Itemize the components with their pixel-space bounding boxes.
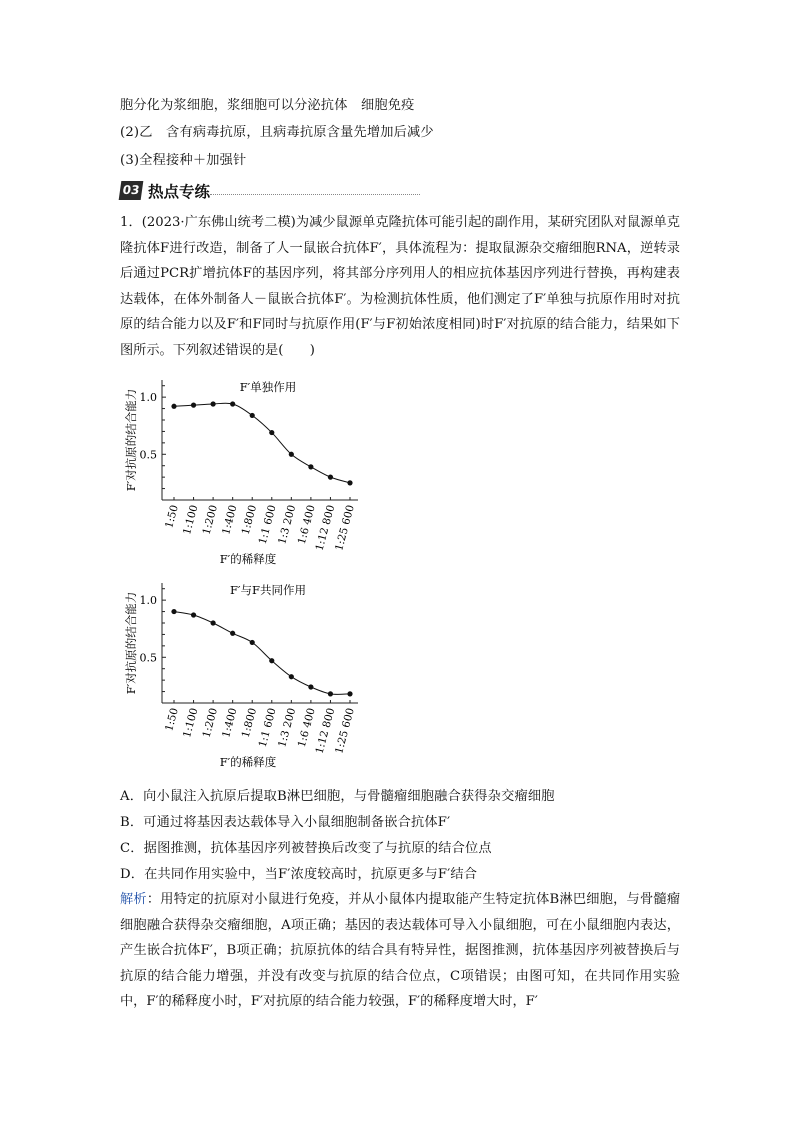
x-tick-label: 1:6 400 xyxy=(295,503,318,546)
data-point xyxy=(269,658,274,663)
data-point xyxy=(191,612,196,617)
data-point xyxy=(211,620,216,625)
data-point xyxy=(269,430,274,435)
data-point xyxy=(308,684,313,689)
y-axis-label: F′对抗原的结合能力 xyxy=(124,591,138,695)
y-axis-label: F′对抗原的结合能力 xyxy=(124,388,138,492)
chart-title: F′单独作用 xyxy=(239,380,297,394)
section-title: 热点专练 xyxy=(148,183,211,201)
series-line xyxy=(174,612,350,695)
y-tick-label: 0.5 xyxy=(139,448,157,462)
data-point xyxy=(230,631,235,636)
data-point xyxy=(308,464,313,469)
x-tick-label: 1:3 200 xyxy=(276,503,299,546)
x-tick-label: 1:200 xyxy=(200,706,221,740)
y-tick-label: 0.5 xyxy=(139,651,157,665)
chart-single xyxy=(118,375,368,575)
y-tick-label: 1.0 xyxy=(139,391,157,405)
analysis-label: 解析 xyxy=(120,892,147,907)
question-stem: 1．(2023·广东佛山统考二模)为减少鼠源单克隆抗体可能引起的副作用，某研究团队对鼠源单克隆抗体F进行改造，制备了人一鼠嵌合抗体F′，具体流程为：提取鼠源杂交瘤细胞RNA，逆转录后通过PCR扩增抗体F的基因序列，将其部分序列用人的相应抗体基因序列进行替换，再构建表达载体，在体外制备人－鼠嵌合抗体F′。为检测抗体性质，他们测定了F′单独与抗原作用时对抗原的结合能力以及F′和F同时与抗原作用(F′与F初始浓度相同)时F′对抗原的结合能力，结果如下图所示。下列叙述错误的是( ) xyxy=(120,215,680,358)
option-d: D．在共同作用实验中，当F′浓度较高时，抗原更多与F′结合 xyxy=(120,867,478,882)
x-tick-label: 1:400 xyxy=(220,503,240,537)
answer-line-2: (2)乙 含有病毒抗原，且病毒抗原含量先增加后减少 xyxy=(120,125,434,140)
data-point xyxy=(250,640,255,645)
x-tick-label: 1:100 xyxy=(181,706,201,740)
x-tick-label: 1:800 xyxy=(239,706,260,740)
data-point xyxy=(250,413,255,418)
x-axis-label: F′的稀释度 xyxy=(219,755,277,769)
data-point xyxy=(347,480,352,485)
data-point xyxy=(289,452,294,457)
x-tick-label: 1:800 xyxy=(239,503,260,537)
x-axis-label: F′的稀释度 xyxy=(219,552,277,566)
section-heading xyxy=(120,180,420,202)
x-tick-label: 1:100 xyxy=(181,503,201,537)
data-point xyxy=(171,609,176,614)
section-badge: 03 xyxy=(119,181,144,200)
option-c: C．据图推测，抗体基因序列被替换后改变了与抗原的结合位点 xyxy=(120,841,492,856)
chart-title: F′与F共同作用 xyxy=(229,583,307,597)
x-tick-label: 1:200 xyxy=(200,503,221,537)
x-tick-label: 1:25 600 xyxy=(333,706,357,756)
data-point xyxy=(328,691,333,696)
series-line xyxy=(174,403,350,483)
x-tick-label: 1:3 200 xyxy=(276,706,299,749)
analysis xyxy=(120,887,680,1015)
x-tick-label: 1:6 400 xyxy=(295,706,318,749)
x-tick-label: 1:12 800 xyxy=(313,706,338,756)
chart-combined xyxy=(118,578,368,778)
data-point xyxy=(289,674,294,679)
answer-line-1: 胞分化为浆细胞，浆细胞可以分泌抗体 细胞免疫 xyxy=(120,98,415,113)
x-tick-label: 1:50 xyxy=(163,503,181,530)
x-tick-label: 1:12 800 xyxy=(313,503,338,553)
y-tick-label: 1.0 xyxy=(139,594,157,608)
data-point xyxy=(347,691,352,696)
x-tick-label: 1:400 xyxy=(220,706,240,740)
x-tick-label: 1:25 600 xyxy=(333,503,357,553)
data-point xyxy=(171,404,176,409)
data-point xyxy=(211,401,216,406)
data-point xyxy=(328,475,333,480)
section-divider xyxy=(210,194,420,195)
analysis-text: ：用特定的抗原对小鼠进行免疫，并从小鼠体内提取能产生特定抗体B淋巴细胞，与骨髓瘤细胞融合获得杂交瘤细胞，A项正确；基因的表达载体可导入小鼠细胞，可在小鼠细胞内表达，产生嵌合抗体F′，B项正确；抗原抗体的结合具有特异性，据图推测，抗体基因序列被替换后与抗原的结合能力增强，并没有改变与抗原的结合位点，C项错误；由图可知，在共同作用实验中，F′的稀释度小时，F′对抗原的结合能力较强，F′的稀释度增大时，F′ xyxy=(120,892,681,1009)
x-tick-label: 1:1 600 xyxy=(256,706,279,749)
option-b: B．可通过将基因表达载体导入小鼠细胞制备嵌合抗体F′ xyxy=(120,815,451,830)
data-point xyxy=(191,403,196,408)
data-point xyxy=(230,401,235,406)
x-tick-label: 1:1 600 xyxy=(256,503,279,546)
option-a: A．向小鼠注入抗原后提取B淋巴细胞，与骨髓瘤细胞融合获得杂交瘤细胞 xyxy=(120,789,555,804)
x-tick-label: 1:50 xyxy=(163,706,181,733)
answer-line-3: (3)全程接种＋加强针 xyxy=(120,153,247,168)
